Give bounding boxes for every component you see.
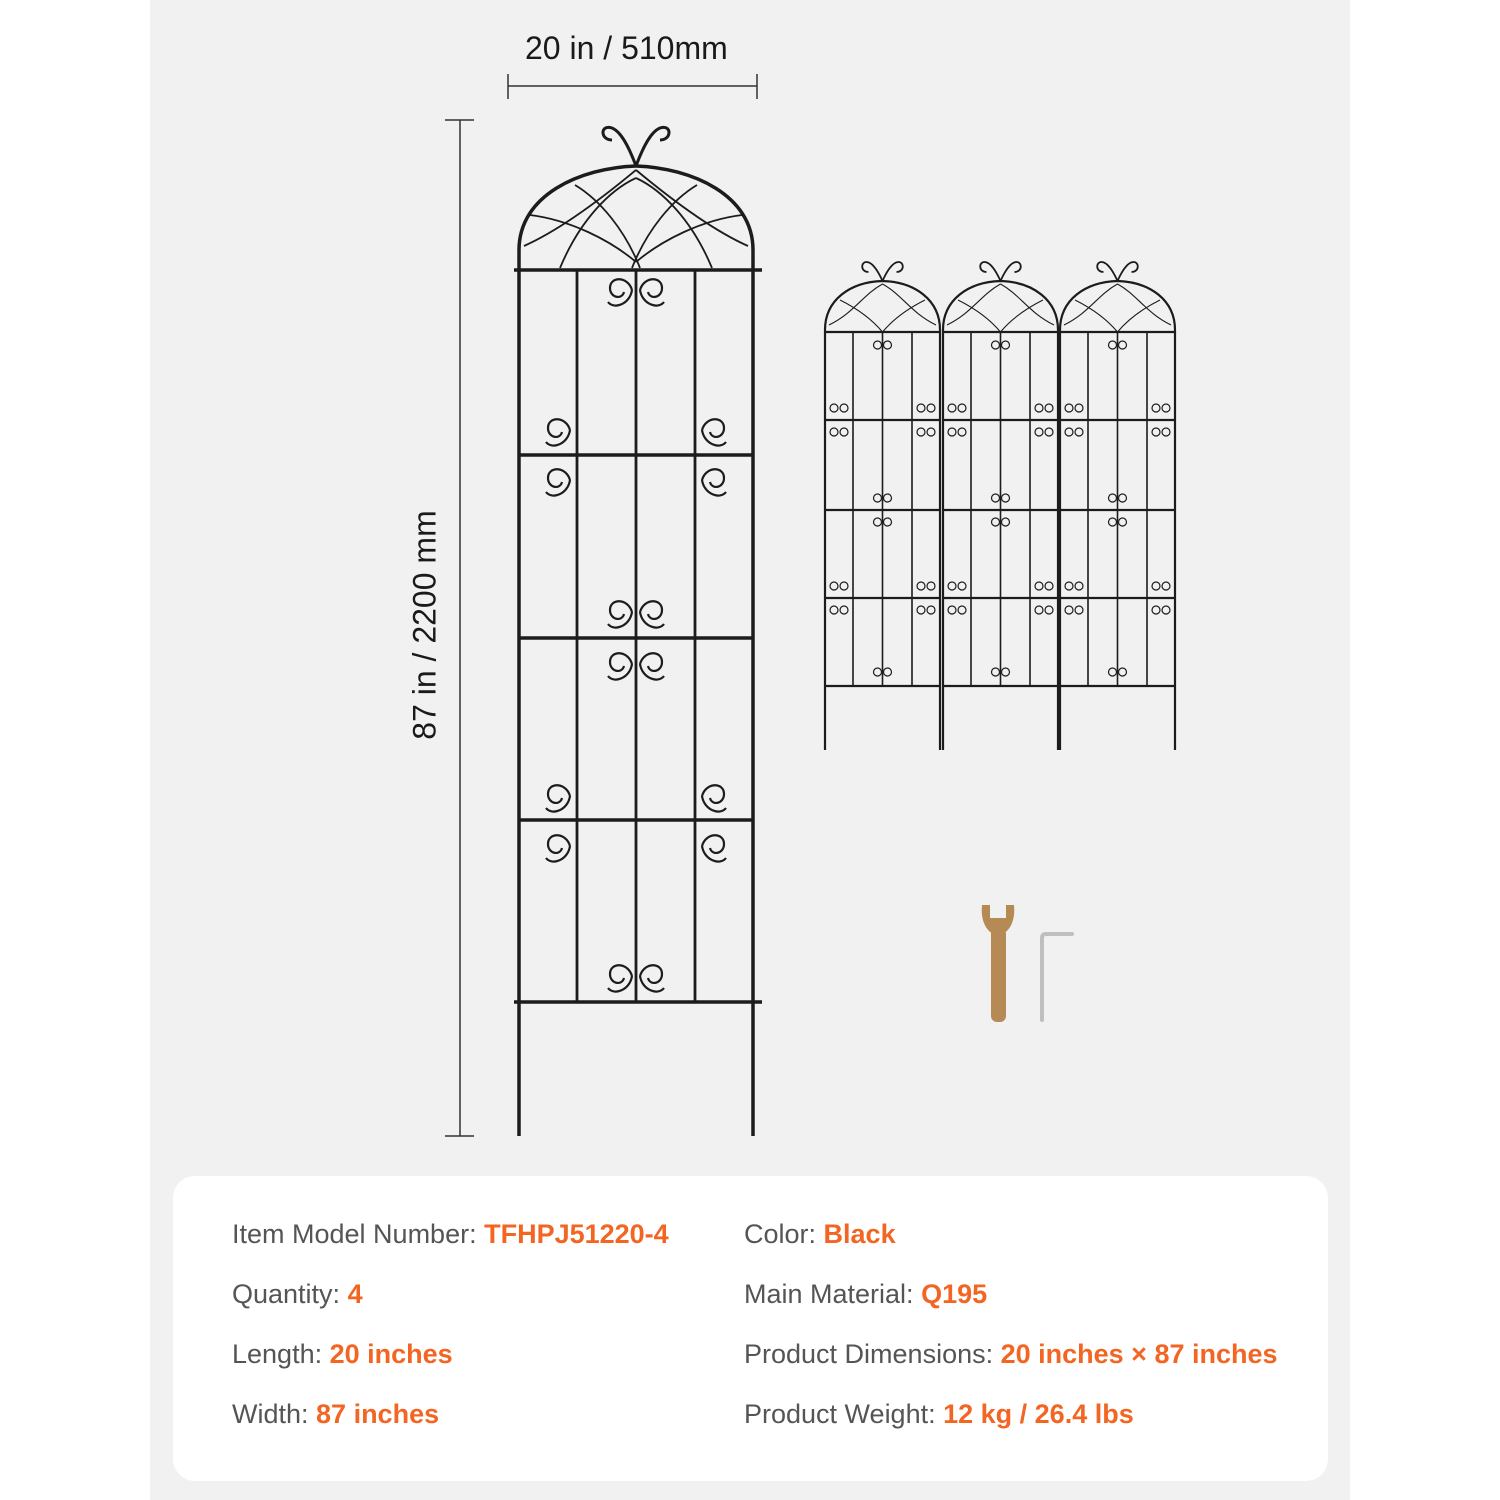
spec-product-dimensions <box>744 1339 1278 1370</box>
allen-key-icon <box>1042 934 1072 1020</box>
width-dimension-label: 20 in / 510mm <box>525 30 728 66</box>
spec-label: Product Weight: <box>744 1399 944 1429</box>
spec-label: Item Model Number: <box>232 1219 485 1249</box>
spec-value: 12 kg / 26.4 lbs <box>943 1399 1134 1429</box>
spec-quantity <box>232 1279 363 1310</box>
trellis-panel-icon <box>514 127 762 1136</box>
spec-label: Width: <box>232 1399 317 1429</box>
spec-length <box>232 1339 453 1370</box>
spec-value: Black <box>823 1219 896 1249</box>
spec-label: Product Dimensions: <box>744 1339 1001 1369</box>
height-dimension-line <box>445 120 474 1136</box>
width-dimension-line <box>508 74 757 99</box>
spec-label: Main Material: <box>744 1279 922 1309</box>
spec-model-number <box>232 1219 669 1250</box>
spec-value: 20 inches <box>329 1339 453 1369</box>
spec-color <box>744 1219 896 1250</box>
spec-main-material <box>744 1279 987 1310</box>
spec-label: Quantity: <box>232 1279 348 1309</box>
spec-label: Color: <box>744 1219 824 1249</box>
spec-value: 4 <box>347 1279 363 1309</box>
spec-value: TFHPJ51220-4 <box>484 1219 669 1249</box>
wrench-icon <box>982 905 1015 1022</box>
spec-width <box>232 1399 439 1430</box>
trellis-panels-joined-icon <box>825 262 1175 750</box>
spec-value: 20 inches × 87 inches <box>1000 1339 1278 1369</box>
spec-label: Length: <box>232 1339 330 1369</box>
spec-product-weight <box>744 1399 1134 1430</box>
height-dimension-label: 87 in / 2200 mm <box>406 510 443 740</box>
spec-value: 87 inches <box>316 1399 440 1429</box>
spec-value: Q195 <box>921 1279 988 1309</box>
